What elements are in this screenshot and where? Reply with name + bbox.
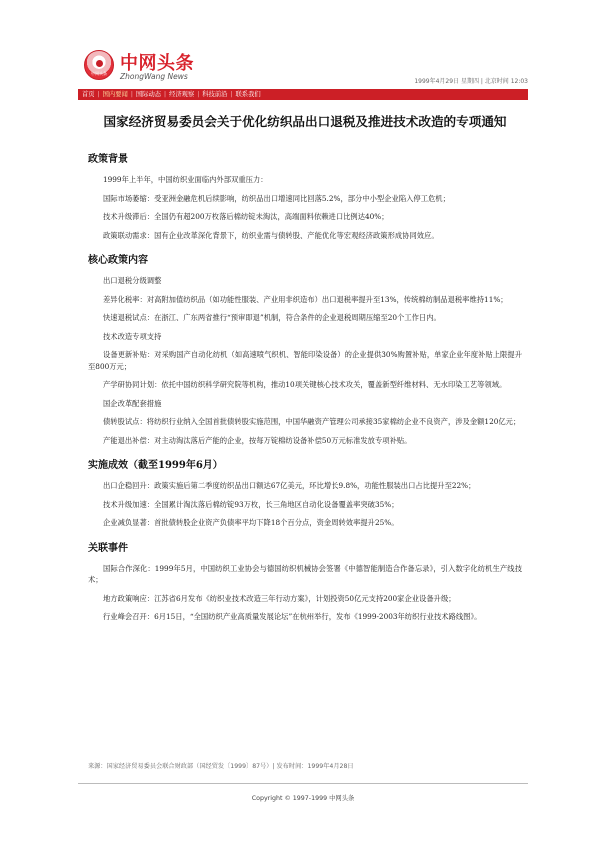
article-title: 国家经济贸易委员会关于优化纺织品出口退税及推进技术改造的专项通知: [103, 114, 507, 129]
paragraph: 国际合作深化：1999年5月，中国纺织工业协会与德国纺织机械协会签署《中德智能制造合作备忘录》，引入数字化纺机生产线技术；: [88, 563, 522, 584]
paragraph: 设备更新补贴：对采购国产自动化纺机（如高速喷气织机、智能印染设备）的企业提供30%购置补贴，单家企业年度补贴上限提升至800万元；: [88, 350, 522, 371]
paragraph: 政策联动需求：国有企业改革深化背景下，纺织业需与债转股、产能优化等宏观经济政策形成协同效应。: [103, 230, 439, 240]
paragraph: 地方政策响应：江苏省6月发布《纺织业技术改造三年行动方案》，计划投资50亿元支持200家企业设备升级；: [103, 593, 456, 603]
article-body: [88, 150, 522, 630]
date-line: 1999年4月29日 星期四 | 北京时间 12:03: [414, 78, 528, 85]
paragraph: 国际市场萎缩：受亚洲金融危机后续影响，纺织品出口增速同比回落5.2%，部分中小型企业陷入停工危机；: [103, 193, 450, 203]
paragraph: 技术升级加速：全国累计淘汰落后棉纺锭93万枚，长三角地区自动化设备覆盖率突破35%；: [103, 499, 399, 509]
paragraph: 行业峰会召开：6月15日，“全国纺织产业高质量发展论坛”在杭州举行，发布《1999-2003年纺织行业技术路线图》。: [103, 612, 482, 621]
section-heading-background: 政策背景: [88, 154, 128, 165]
nav-item-economy[interactable]: 经济观察: [169, 91, 195, 98]
nav-item-technology[interactable]: 科技前沿: [202, 91, 228, 98]
paragraph: 1999年上半年，中国纺织业面临内外部双重压力：: [103, 175, 268, 184]
copyright: Copyright © 1997-1999 中网头条: [251, 795, 355, 802]
subheading: 技术改造专项支持: [103, 331, 162, 341]
paragraph: 企业减负显著：首批债转股企业资产负债率平均下降18个百分点，资金周转效率提升25%。: [103, 518, 399, 527]
site-header: [78, 48, 528, 90]
site-logo[interactable]: [84, 50, 114, 80]
nav-item-contact[interactable]: 联系我们: [235, 91, 261, 98]
nav-item-domestic[interactable]: 国内要闻: [102, 91, 128, 98]
main-nav: [78, 89, 528, 100]
logo-emblem-icon: [96, 60, 103, 67]
brand-name-english: ZhongWang News: [120, 72, 188, 81]
paragraph: 债转股试点：将纺织行业纳入全国首批债转股实施范围，中国华融资产管理公司承接35家棉纺企业不良资产，涉及金额120亿元；: [103, 417, 521, 426]
nav-item-international[interactable]: 国际动态: [135, 91, 162, 98]
subheading: 出口退税分级调整: [103, 276, 162, 285]
brand-name[interactable]: 中网头条: [120, 53, 194, 74]
nav-separator: |: [164, 91, 167, 98]
nav-separator: |: [97, 91, 100, 98]
subheading: 国企改革配套措施: [103, 398, 162, 408]
paragraph: 产能退出补偿：对主动淘汰落后产能的企业，按每万锭棉纺设备补偿50万元标准发放专项补贴。: [103, 435, 412, 445]
paragraph: 快速退税试点：在浙江、广东两省推行“预审即退”机制，符合条件的企业退税周期压缩至20个工作日内。: [103, 313, 441, 322]
section-heading-results: 实施成效（截至1999年6月）: [88, 460, 223, 471]
footer-divider: [78, 783, 528, 784]
paragraph: 出口企稳回升：政策实施后第二季度纺织品出口额达67亿美元，环比增长9.8%，功能性服装出口占比提升至22%；: [103, 481, 476, 490]
section-heading-policy: 核心政策内容: [88, 255, 148, 266]
paragraph: 产学研协同计划：依托中国纺织科学研究院等机构，推动10项关键核心技术攻关，覆盖新型纤维材料、无水印染工艺等领域。: [103, 380, 507, 389]
article-source: 来源：国家经济贸易委员会联合财政部（国经贸发〔1999〕87号）| 发布时间：1999年4月28日: [88, 763, 354, 770]
section-heading-related: 关联事件: [88, 542, 128, 554]
paragraph: 差异化税率：对高附加值纺织品（如功能性服装、产业用非织造布）出口退税率提升至13%，传统棉纺制品退税率维持11%；: [103, 294, 508, 304]
nav-separator: |: [130, 91, 133, 98]
nav-separator: |: [230, 91, 233, 98]
logo-text: 中网头条: [91, 71, 107, 76]
nav-separator: |: [197, 91, 200, 98]
nav-item-home[interactable]: 首页: [82, 91, 95, 98]
paragraph: 技术升级滞后：全国仍有超200万枚落后棉纺锭未淘汰，高端面料依赖进口比例达40%；: [103, 212, 389, 221]
